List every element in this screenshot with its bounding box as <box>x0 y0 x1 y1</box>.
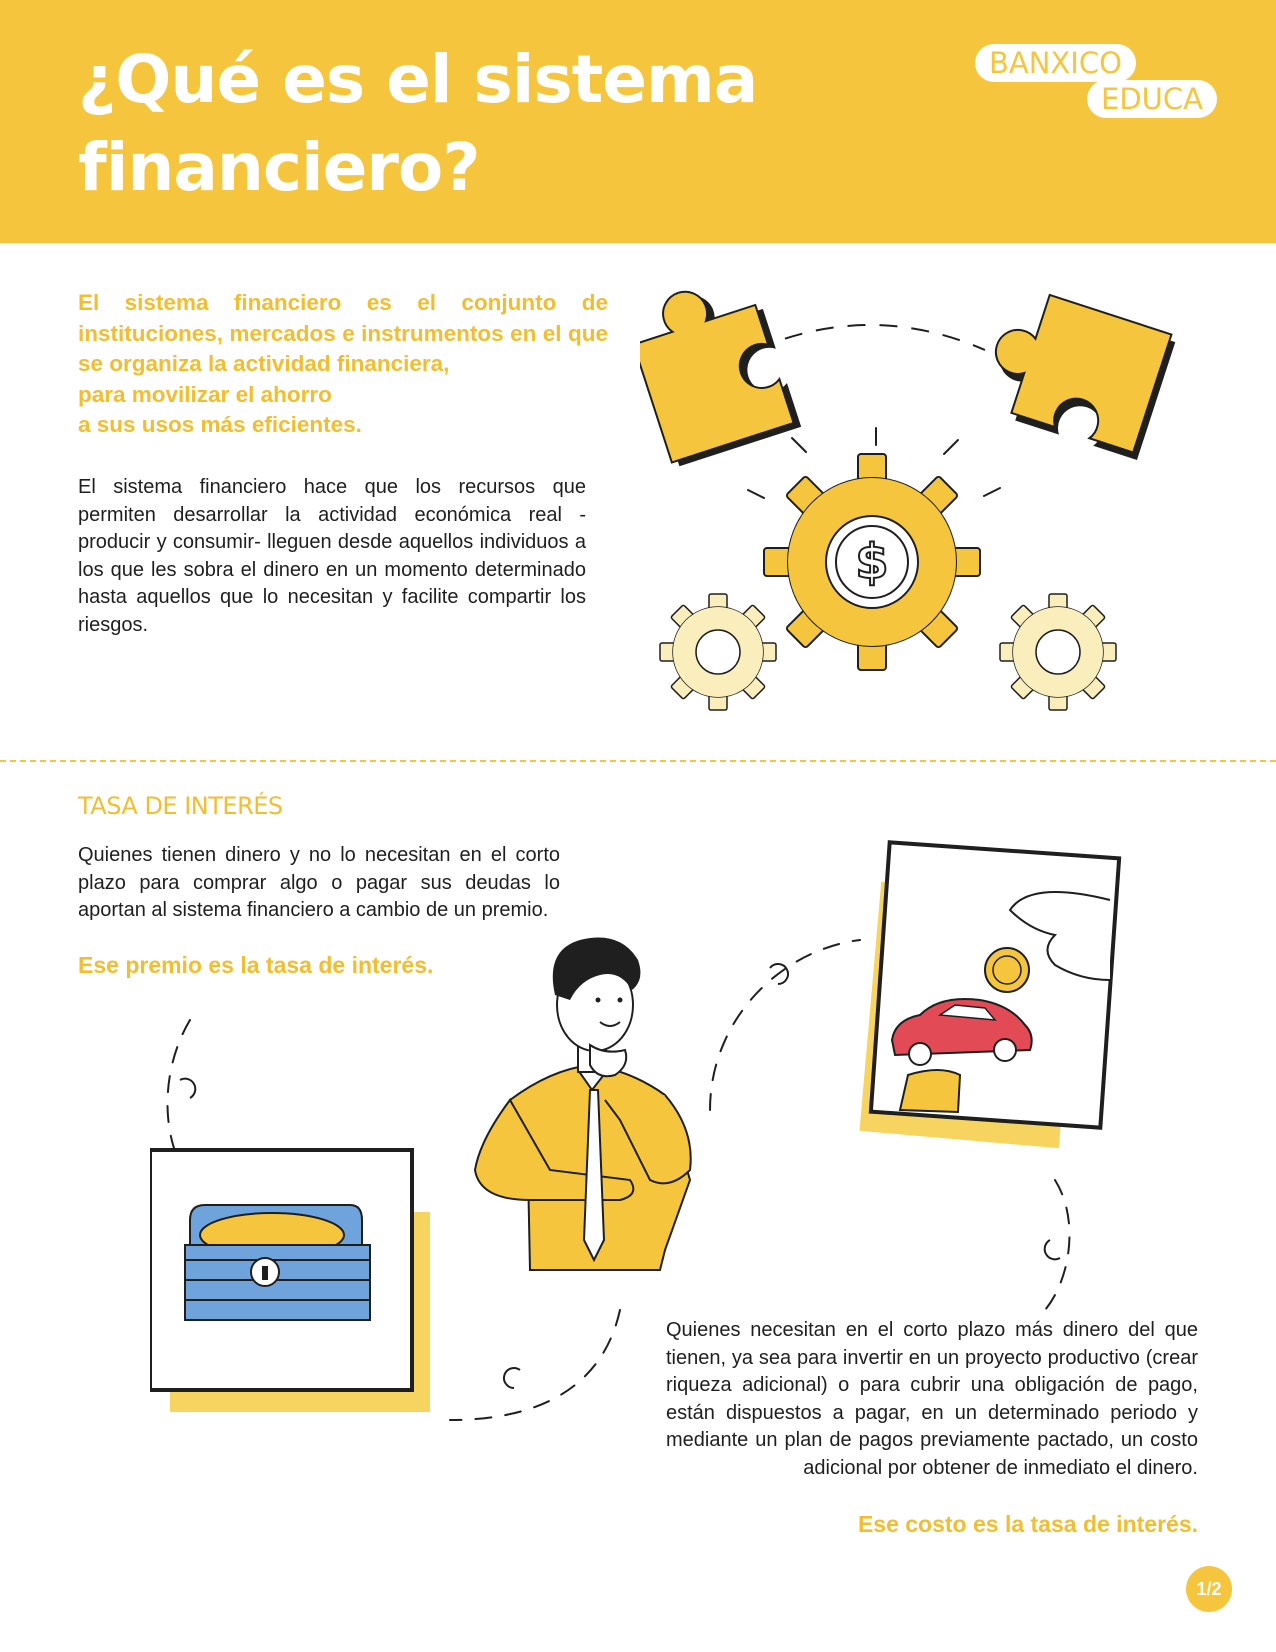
thinking-man-icon <box>475 938 691 1271</box>
intro-body: El sistema financiero hace que los recursos que permiten desarrollar la actividad económica real -producir y consumir- lleguen desde aquellos individuos a los que les sobra el dinero en un momento determinado hasta aquellos que lo necesitan y facilite compartir los riesgos. <box>78 476 586 636</box>
intro-lead-line-1: El sistema financiero es el conjunto de instituciones, mercados e instrumentos en el que se organiza la actividad financiera, <box>78 290 608 376</box>
gear-icon <box>1000 594 1116 710</box>
intro-lead <box>78 288 608 441</box>
header-banner <box>0 0 1276 243</box>
savers-text: Quienes tienen dinero y no lo necesitan en el corto plazo para comprar algo o pagar sus deudas lo aportan al sistema financiero a cambio de un premio. <box>78 844 560 921</box>
car-coin-card <box>859 842 1119 1148</box>
page-title: ¿Qué es el sistema financiero? <box>78 41 758 206</box>
section-title-interest: TASA DE INTERÉS <box>78 792 283 820</box>
intro-lead-line-2: para movilizar el ahorro <box>78 381 332 407</box>
logo-line-2: EDUCA <box>1087 80 1217 118</box>
svg-text:$: $ <box>855 534 889 590</box>
gear-icon <box>764 454 980 670</box>
logo-line-1: BANXICO <box>975 44 1136 82</box>
intro-lead-line-3: a sus usos más eficientes. <box>78 412 362 437</box>
borrowers-highlight: Ese costo es la tasa de interés. <box>857 1511 1198 1537</box>
puzzle-piece-icon <box>640 290 801 468</box>
treasure-chest-icon <box>185 1205 370 1320</box>
banxico-educa-logo <box>975 38 1245 118</box>
puzzle-gears-illustration <box>640 290 1200 730</box>
section-divider <box>0 760 1276 762</box>
coin-icon <box>985 948 1029 992</box>
treasure-chest-card <box>150 1150 430 1412</box>
borrowers-text: Quienes necesitan en el corto plazo más dinero del que tienen, ya sea para invertir en un proyecto productivo (crear riqueza adicional) o para cubrir una obligación de pago, están dispuestos a pagar, en un determinado periodo y mediante un plan de pagos previamente pactado, un costo adicional por obtener de inmediato el dinero. <box>666 1319 1198 1479</box>
gear-icon <box>660 594 776 710</box>
puzzle-piece-icon <box>977 290 1178 460</box>
page-number-badge: 1/2 <box>1186 1566 1232 1612</box>
savers-highlight: Ese premio es la tasa de interés. <box>78 952 434 978</box>
